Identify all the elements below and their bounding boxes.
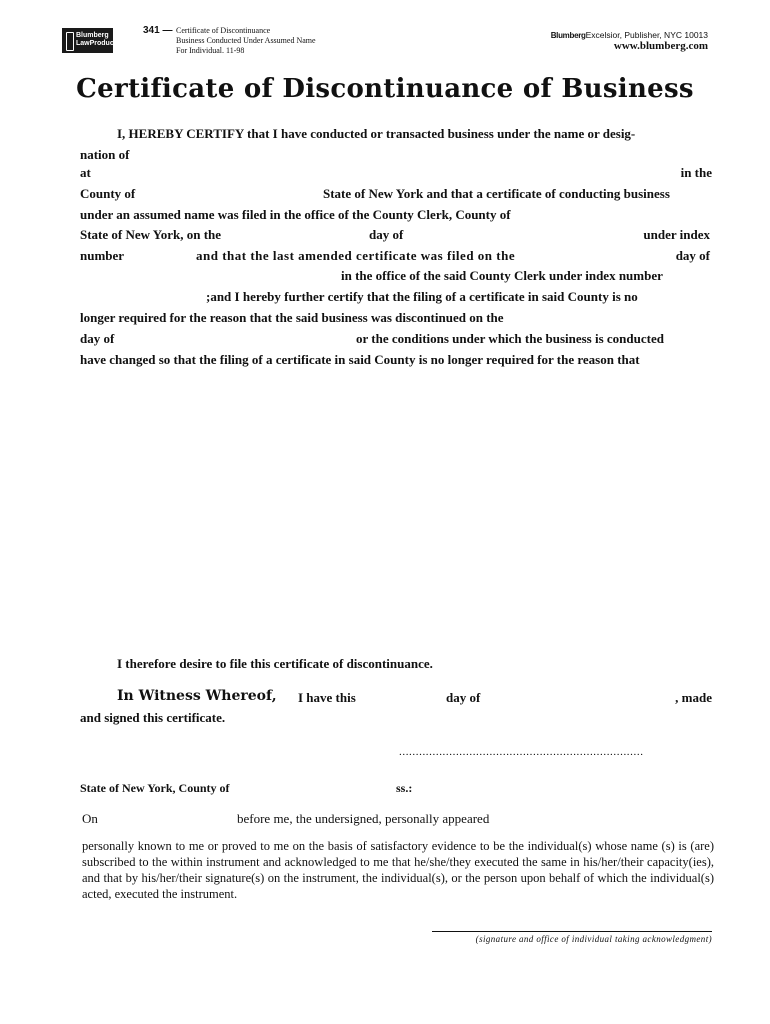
witness-made: , made (675, 690, 712, 705)
body-line-8: in the office of the said County Clerk under index number (341, 268, 663, 283)
document-title: Certificate of Discontinuance of Business (76, 74, 694, 104)
witness-have-this: I have this (298, 690, 356, 705)
ack-state-county: State of New York, County of (80, 781, 230, 795)
body-line-12: have changed so that the filing of a certificate in said County is no longer required for the reason that (80, 352, 640, 367)
witness-heading: In Witness Whereof, (117, 688, 277, 704)
logo-line2: LawProducts (76, 40, 120, 47)
body-line-1: I, HEREBY CERTIFY that I have conducted or transacted business under the name or desig- (117, 126, 636, 141)
witness-signed: and signed this certificate. (80, 710, 226, 725)
body-line-9: ;and I hereby further certify that the filing of a certificate in said County is no (206, 289, 638, 304)
publisher-line (551, 30, 708, 40)
form-desc-line: Certificate of Discontinuance (176, 26, 271, 35)
body-line-10: longer required for the reason that the said business was discontinued on the (80, 310, 504, 325)
body-line-5: under an assumed name was filed in the office of the County Clerk, County of (80, 207, 511, 222)
desire-statement: I therefore desire to file this certificate of discontinuance. (117, 656, 433, 671)
ack-on: On (82, 811, 98, 826)
body-line-3-left: at (80, 165, 91, 180)
signature-line: ......................................................................... (399, 746, 644, 758)
logo-mark-icon (66, 32, 74, 51)
notary-signature-caption: (signature and office of individual taking acknowledgment) (475, 934, 712, 944)
body-line-11-mid: or the conditions under which the business is conducted (356, 331, 664, 346)
body-line-4-left: County of (80, 186, 136, 201)
body-line-6-left: State of New York, on the (80, 227, 222, 242)
body-line-6-mid: day of (369, 227, 404, 242)
notary-signature-line (432, 931, 712, 932)
blumberg-logo (62, 28, 120, 53)
witness-day-of: day of (446, 690, 481, 705)
ack-before-me: before me, the undersigned, personally appeared (237, 811, 490, 826)
logo-line1: Blumberg (76, 32, 109, 39)
ack-ss: ss.: (396, 781, 413, 795)
publisher-website: www.blumberg.com (613, 40, 708, 52)
form-desc-line: For Individual. 11-98 (176, 46, 245, 55)
form-description (176, 26, 316, 56)
form-number: 341 — (143, 25, 173, 36)
publisher-brand: Blumberg (550, 31, 586, 40)
form-desc-line: Business Conducted Under Assumed Name (176, 36, 316, 45)
body-line-6-right: under index (643, 227, 710, 242)
body-line-2: nation of (80, 147, 130, 162)
body-line-3-right: in the (680, 165, 712, 180)
body-line-11-left: day of (80, 331, 115, 346)
publisher-text: Excelsior, Publisher, NYC 10013 (585, 30, 708, 40)
body-line-4-mid: State of New York and that a certificate of conducting business (323, 186, 670, 201)
body-line-7-right: day of (675, 248, 710, 263)
body-line-7-mid: and that the last amended certificate was filed on the (196, 248, 516, 263)
body-line-7-left: number (80, 248, 125, 263)
ack-paragraph: personally known to me or proved to me on the basis of satisfactory evidence to be the individual(s) whose name (s) is (are) subscribed to the within instrument and acknowledged to me that he/she/they executed the same in his/her/their capacity(ies), and that by his/her/their signature(s) on the instrument, the individual(s), or the person upon behalf of which the individual(s) acted, executed the instrument. (82, 839, 714, 901)
